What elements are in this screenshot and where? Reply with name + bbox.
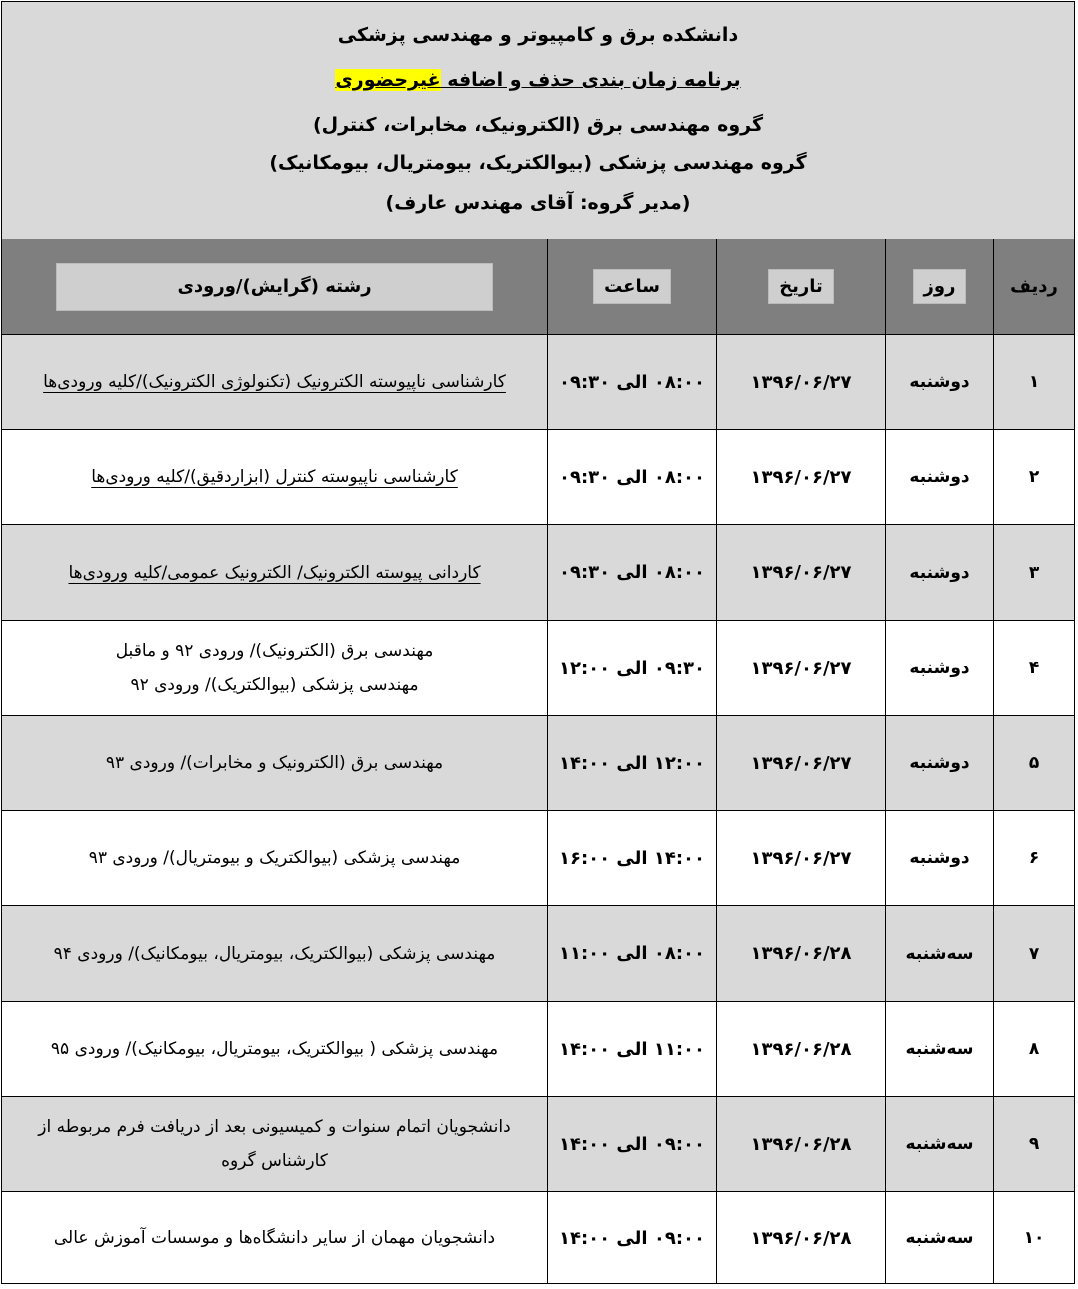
row-date: ۱۳۹۶/۰۶/۲۷ xyxy=(716,525,885,620)
header-radif xyxy=(993,239,1074,334)
row-day: دوشنبه xyxy=(885,716,993,810)
row-field xyxy=(2,1097,547,1191)
table-row xyxy=(2,430,1074,525)
row-radif: ۴ xyxy=(993,621,1074,715)
row-field-lines xyxy=(38,1110,510,1178)
row-date: ۱۳۹۶/۰۶/۲۸ xyxy=(716,1097,885,1191)
row-radif: ۷ xyxy=(993,906,1074,1001)
row-field-text: مهندسی پزشکی (بیوالکتریک و بیومتریال)/ ورودی ۹۳ xyxy=(88,848,461,868)
row-radif: ۳ xyxy=(993,525,1074,620)
row-date: ۱۳۹۶/۰۶/۲۸ xyxy=(716,1192,885,1284)
row-field-text: مهندسی پزشکی ( بیوالکتریک، بیومتریال، بیومکانیک)/ ورودی ۹۵ xyxy=(50,1039,499,1059)
row-field xyxy=(2,430,547,524)
row-day: سه‌شنبه xyxy=(885,906,993,1001)
row-date: ۱۳۹۶/۰۶/۲۷ xyxy=(716,621,885,715)
row-field-text: مهندسی برق (الکترونیک)/ ورودی ۹۲ و ماقبل xyxy=(115,641,434,661)
schedule-document xyxy=(1,1,1075,1284)
row-time: ۰۸:۰۰ الی ۰۹:۳۰ xyxy=(547,430,716,524)
row-radif: ۲ xyxy=(993,430,1074,524)
table-row xyxy=(2,906,1074,1002)
row-field xyxy=(2,811,547,905)
row-field xyxy=(2,1192,547,1284)
row-day: دوشنبه xyxy=(885,525,993,620)
table-row xyxy=(2,335,1074,430)
row-time: ۱۲:۰۰ الی ۱۴:۰۰ xyxy=(547,716,716,810)
row-time: ۰۹:۰۰ الی ۱۴:۰۰ xyxy=(547,1097,716,1191)
header-date-label: تاریخ xyxy=(768,269,834,304)
row-date: ۱۳۹۶/۰۶/۲۷ xyxy=(716,430,885,524)
row-field-text: مهندسی برق (الکترونیک و مخابرات)/ ورودی ۹۳ xyxy=(105,753,444,773)
row-field xyxy=(2,716,547,810)
schedule-title xyxy=(2,69,1074,91)
row-radif: ۹ xyxy=(993,1097,1074,1191)
row-date: ۱۳۹۶/۰۶/۲۷ xyxy=(716,335,885,429)
row-day: دوشنبه xyxy=(885,621,993,715)
row-radif: ۱۰ xyxy=(993,1192,1074,1284)
row-field xyxy=(2,621,547,715)
row-radif: ۸ xyxy=(993,1002,1074,1096)
schedule-title-text: برنامه زمان بندی حذف و اضافه xyxy=(440,69,741,91)
table-header-row xyxy=(2,239,1074,335)
row-date: ۱۳۹۶/۰۶/۲۸ xyxy=(716,1002,885,1096)
row-date: ۱۳۹۶/۰۶/۲۸ xyxy=(716,906,885,1001)
header-time xyxy=(547,239,716,334)
table-row xyxy=(2,1192,1074,1284)
electrical-group-title: گروه مهندسی برق (الکترونیک، مخابرات، کنترل) xyxy=(312,114,764,136)
row-field-text: دانشجویان مهمان از سایر دانشگاه‌ها و موسسات آموزش عالی xyxy=(53,1228,496,1248)
table-row xyxy=(2,716,1074,811)
row-time: ۰۸:۰۰ الی ۱۱:۰۰ xyxy=(547,906,716,1001)
table-row xyxy=(2,1097,1074,1192)
row-day: دوشنبه xyxy=(885,335,993,429)
row-time: ۰۹:۳۰ الی ۱۲:۰۰ xyxy=(547,621,716,715)
table-row xyxy=(2,621,1074,716)
row-date: ۱۳۹۶/۰۶/۲۷ xyxy=(716,811,885,905)
header-roz xyxy=(885,239,993,334)
row-day: سه‌شنبه xyxy=(885,1097,993,1191)
row-field-text-2: مهندسی پزشکی (بیوالکتریک)/ ورودی ۹۲ xyxy=(130,675,419,695)
row-day: سه‌شنبه xyxy=(885,1002,993,1096)
row-day: دوشنبه xyxy=(885,811,993,905)
row-field-text: کاردانی پیوسته الکترونیک/ الکترونیک عمومی/کلیه ورودی‌ها xyxy=(68,562,481,583)
table-row xyxy=(2,1002,1074,1097)
row-field-text: دانشجویان اتمام سنوات و کمیسیونی بعد از دریافت فرم مربوطه از xyxy=(38,1117,511,1137)
row-radif: ۶ xyxy=(993,811,1074,905)
row-field-lines xyxy=(116,634,434,702)
header-field xyxy=(2,239,547,334)
row-field xyxy=(2,1002,547,1096)
row-day: دوشنبه xyxy=(885,430,993,524)
row-field xyxy=(2,906,547,1001)
table-row xyxy=(2,811,1074,906)
row-time: ۱۴:۰۰ الی ۱۶:۰۰ xyxy=(547,811,716,905)
group-manager: (مدیر گروه: آقای مهندس عارف) xyxy=(385,192,691,214)
header-date xyxy=(716,239,885,334)
row-field-text: کارشناسی ناپیوسته الکترونیک (تکنولوژی الکترونیک)/کلیه ورودی‌ها xyxy=(43,372,506,392)
row-field-text-2: کارشناس گروه xyxy=(221,1151,328,1171)
row-field-text: کارشناسی ناپیوسته کنترل (ابزاردقیق)/کلیه ورودی‌ها xyxy=(91,467,458,487)
title-block xyxy=(2,2,1074,240)
row-time: ۰۸:۰۰ الی ۰۹:۳۰ xyxy=(547,335,716,429)
faculty-title: دانشکده برق و کامپیوتر و مهندسی پزشکی xyxy=(337,24,739,46)
row-date: ۱۳۹۶/۰۶/۲۷ xyxy=(716,716,885,810)
row-radif: ۱ xyxy=(993,335,1074,429)
row-radif: ۵ xyxy=(993,716,1074,810)
row-field-text: مهندسی پزشکی (بیوالکتریک، بیومتریال، بیومکانیک)/ ورودی ۹۴ xyxy=(53,943,496,964)
row-time: ۰۸:۰۰ الی ۰۹:۳۰ xyxy=(547,525,716,620)
header-time-label: ساعت xyxy=(593,269,671,304)
header-roz-label: روز xyxy=(913,269,967,304)
row-day: سه‌شنبه xyxy=(885,1192,993,1284)
row-field xyxy=(2,335,547,429)
header-radif-label: ردیف xyxy=(1010,276,1058,297)
schedule-title-highlight: غیرحضوری xyxy=(335,69,441,91)
row-time: ۰۹:۰۰ الی ۱۴:۰۰ xyxy=(547,1192,716,1284)
header-field-label: رشته (گرایش)/ورودی xyxy=(56,263,492,311)
table-row xyxy=(2,525,1074,621)
biomedical-group-title: گروه مهندسی پزشکی (بیوالکتریک، بیومتریال، بیومکانیک) xyxy=(269,152,807,174)
row-field xyxy=(2,525,547,620)
row-time: ۱۱:۰۰ الی ۱۴:۰۰ xyxy=(547,1002,716,1096)
